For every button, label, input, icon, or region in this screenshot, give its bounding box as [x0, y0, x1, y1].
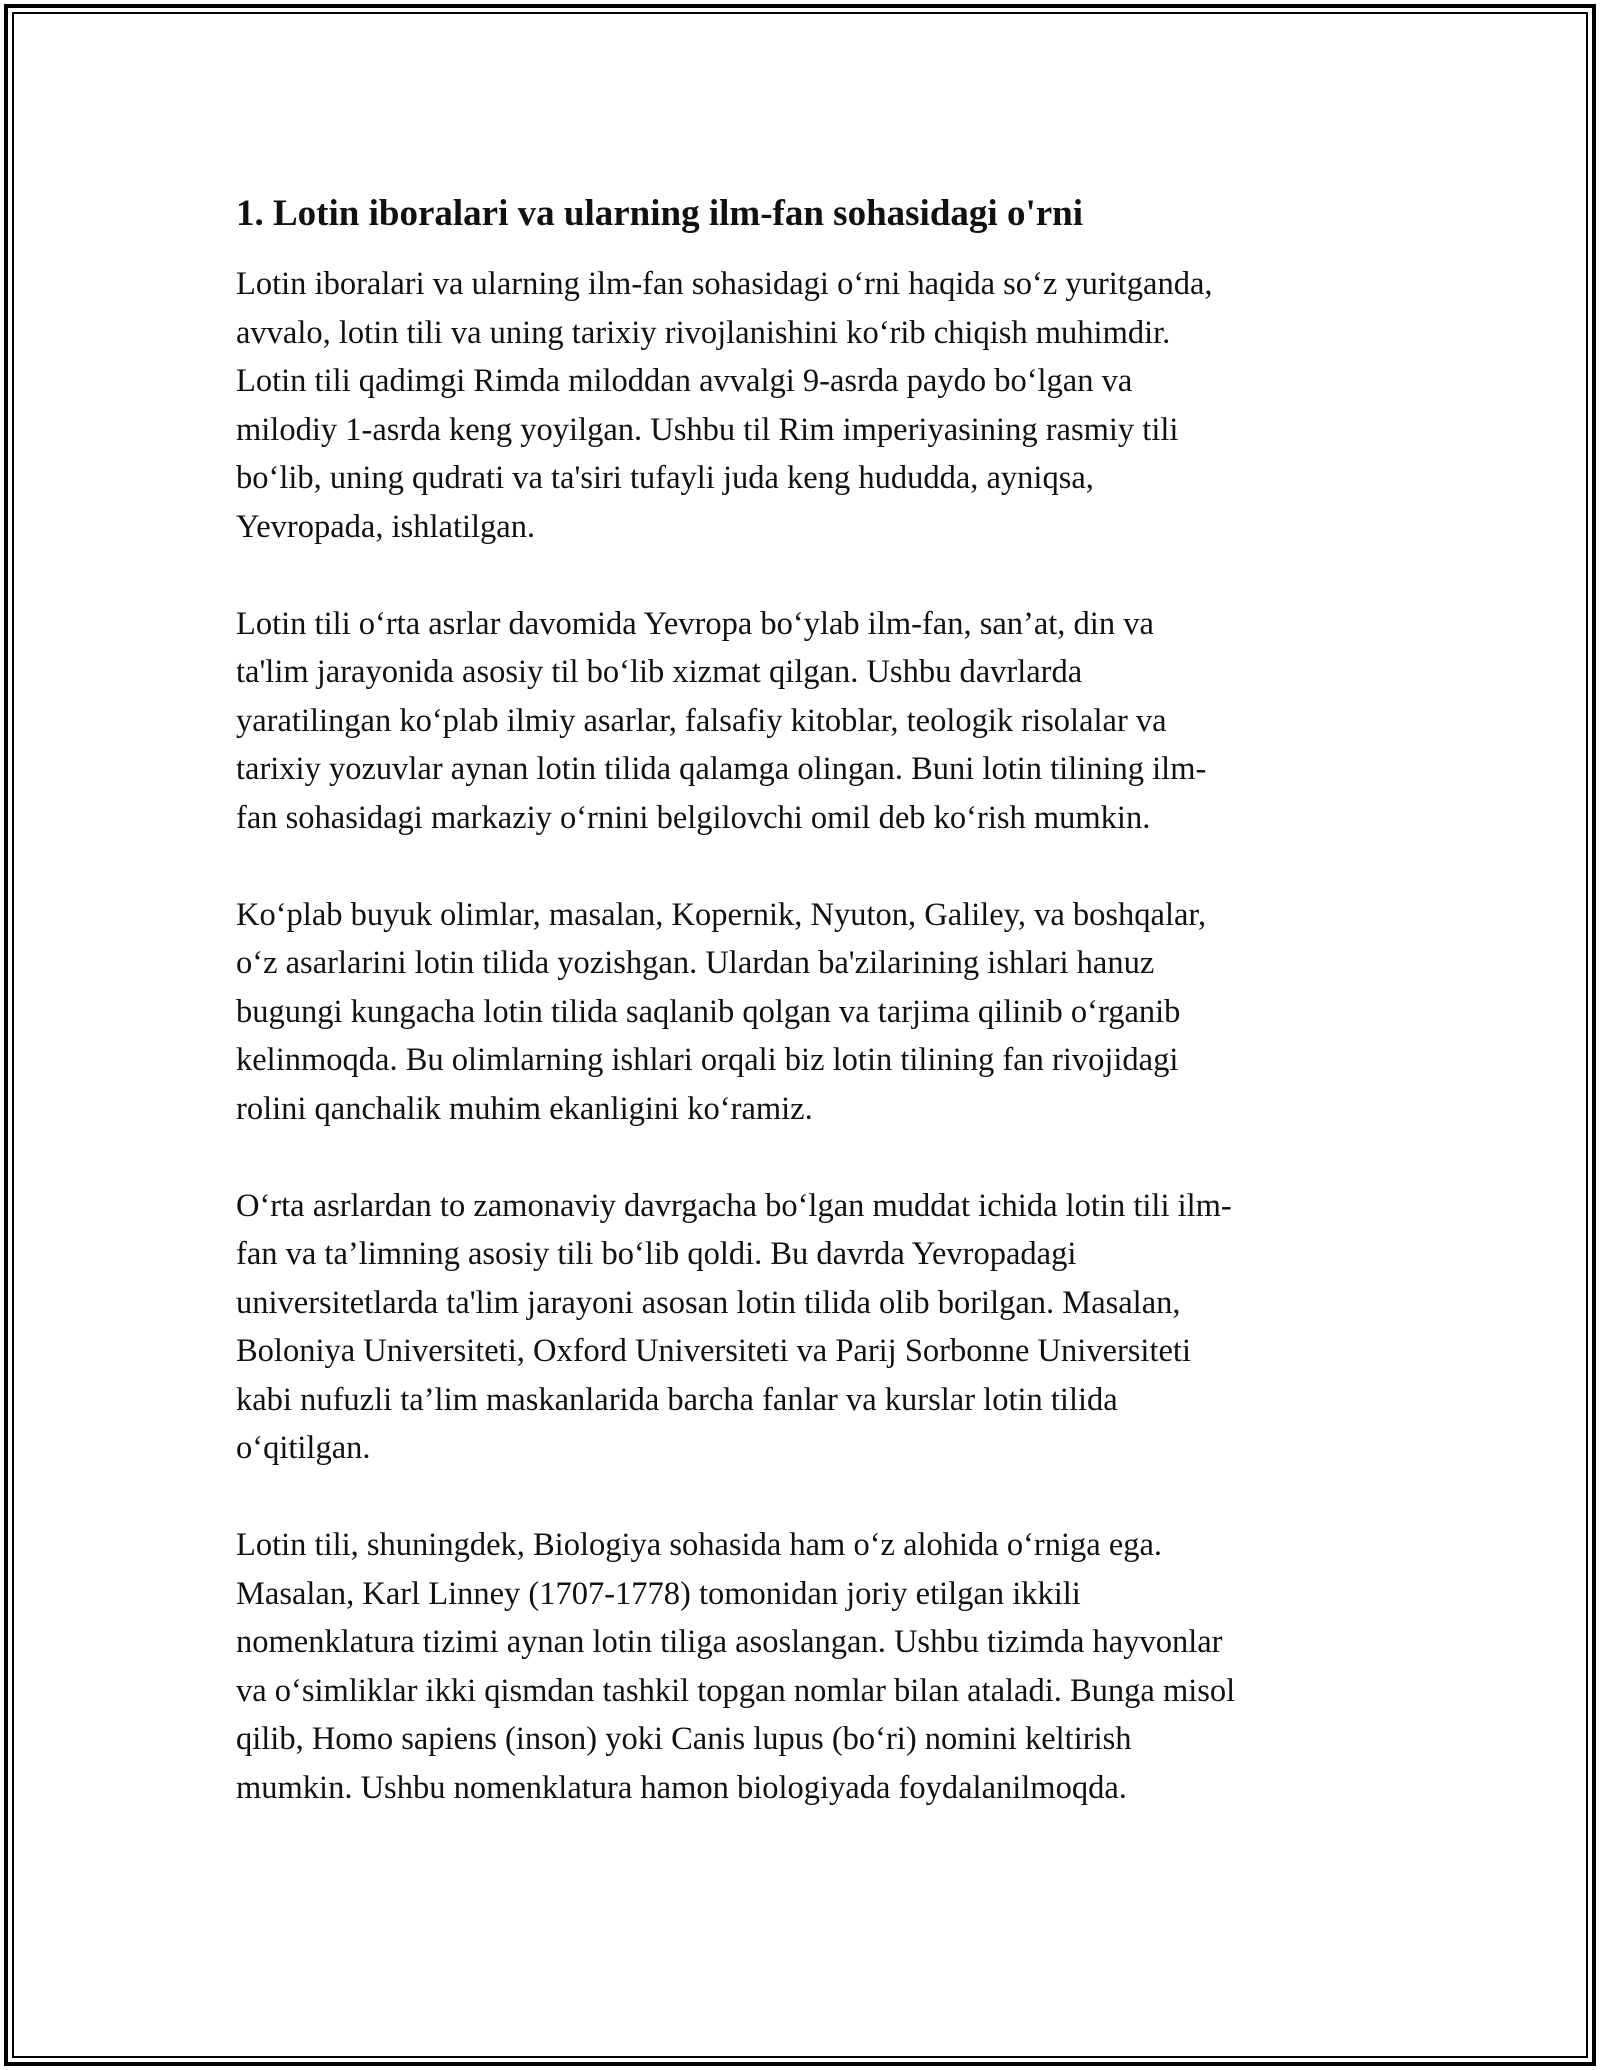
paragraph-3: [236, 891, 1376, 1134]
text-line: Lotin iboralari va ularning ilm-fan sohasidagi o‘rni haqida so‘z yuritganda,: [236, 266, 1213, 302]
text-line: O‘rta asrlardan to zamonaviy davrgacha bo‘lgan muddat ichida lotin tili ilm-: [236, 1187, 1232, 1224]
text-line: Masalan, Karl Linney (1707-1778) tomonidan joriy etilgan ikkili: [236, 1575, 1081, 1612]
text-line: bugungi kungacha lotin tilida saqlanib qolgan va tarjima qilinib o‘rganib: [236, 993, 1181, 1030]
text-line: rolini qanchalik muhim ekanligini ko‘ramiz.: [236, 1090, 813, 1127]
text-line: Lotin tili, shuningdek, Biologiya sohasida ham o‘z alohida o‘rniga ega.: [236, 1527, 1163, 1563]
text-line: avvalo, lotin tili va uning tarixiy rivojlanishini ko‘rib chiqish muhimdir.: [236, 314, 1171, 351]
text-line: va o‘simliklar ikki qismdan tashkil topgan nomlar bilan ataladi. Bunga misol: [236, 1672, 1236, 1709]
text-line: Ko‘plab buyuk olimlar, masalan, Kopernik, Nyuton, Galiley, va boshqalar,: [236, 896, 1207, 933]
text-line: fan sohasidagi markaziy o‘rnini belgilovchi omil deb ko‘rish mumkin.: [236, 799, 1151, 836]
text-line: Lotin tili o‘rta asrlar davomida Yevropa bo‘ylab ilm-fan, san’at, din va: [236, 605, 1154, 642]
text-line: kelinmoqda. Bu olimlarning ishlari orqali biz lotin tilining fan rivojidagi: [236, 1042, 1179, 1078]
text-line: tarixiy yozuvlar aynan lotin tilida qalamga olingan. Buni lotin tilining ilm-: [236, 751, 1207, 787]
text-line: Yevropada, ishlatilgan.: [236, 508, 536, 545]
text-line: fan va ta’limning asosiy tili bo‘lib qoldi. Bu davrda Yevropadagi: [236, 1236, 1077, 1272]
text-line: yaratilingan ko‘plab ilmiy asarlar, falsafiy kitoblar, teologik risolalar va: [236, 702, 1167, 739]
text-line: bo‘lib, uning qudrati va ta'siri tufayli juda keng hududda, ayniqsa,: [236, 460, 1094, 496]
text-line: qilib, Homo sapiens (inson) yoki Canis lupus (bo‘ri) nomini keltirish: [236, 1721, 1132, 1757]
paragraph-1: [236, 260, 1376, 551]
text-line: ta'lim jarayonida asosiy til bo‘lib xizmat qilgan. Ushbu davrlarda: [236, 654, 1083, 690]
text-line: mumkin. Ushbu nomenklatura hamon biologiyada foydalanilmoqda.: [236, 1769, 1127, 1806]
text-line: milodiy 1-asrda keng yoyilgan. Ushbu til Rim imperiyasining rasmiy tili: [236, 411, 1179, 448]
text-line: nomenklatura tizimi aynan lotin tiliga asoslangan. Ushbu tizimda hayvonlar: [236, 1624, 1223, 1660]
paragraph-2: [236, 600, 1376, 843]
section-heading: 1. Lotin iboralari va ularning ilm-fan sohasidagi o'rni: [236, 193, 1084, 234]
paragraph-5: [236, 1521, 1376, 1812]
paragraph-4: [236, 1182, 1376, 1473]
text-line: o‘qitilgan.: [236, 1430, 371, 1466]
text-line: universitetlarda ta'lim jarayoni asosan lotin tilida olib borilgan. Masalan,: [236, 1284, 1181, 1321]
text-line: o‘z asarlarini lotin tilida yozishgan. Ulardan ba'zilarining ishlari hanuz: [236, 945, 1155, 981]
text-line: kabi nufuzli ta’lim maskanlarida barcha fanlar va kurslar lotin tilida: [236, 1381, 1118, 1418]
text-line: Lotin tili qadimgi Rimda miloddan avvalgi 9-asrda paydo bo‘lgan va: [236, 363, 1133, 399]
document-content: [236, 188, 1376, 1861]
text-line: Boloniya Universiteti, Oxford Universiteti va Parij Sorbonne Universiteti: [236, 1333, 1191, 1369]
